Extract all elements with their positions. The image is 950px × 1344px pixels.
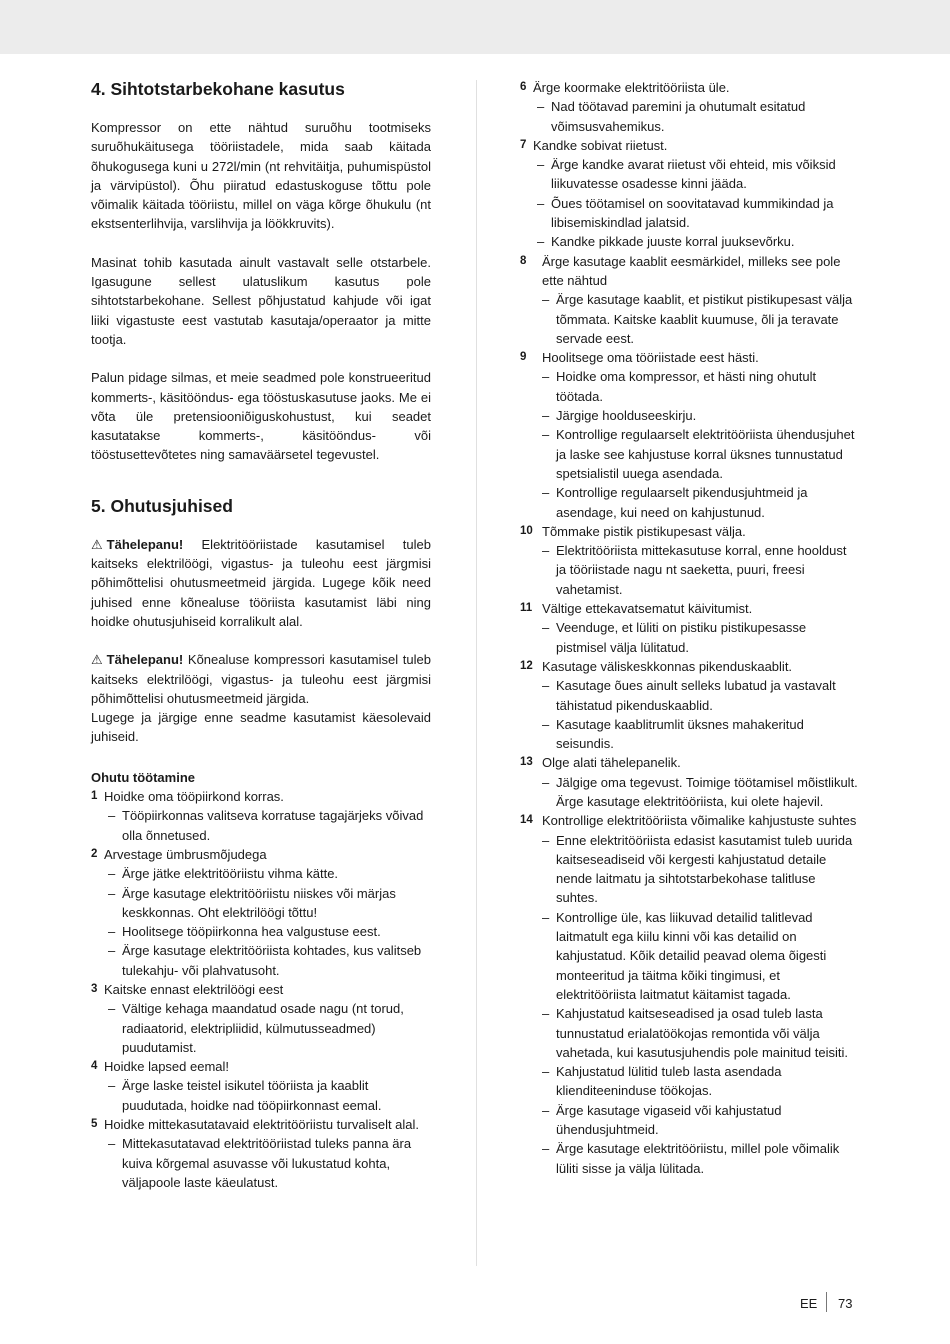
dash-bullet: – <box>542 1102 550 1118</box>
sub-item <box>542 618 860 657</box>
list-item <box>520 599 860 657</box>
right-column <box>520 78 860 1178</box>
dash-bullet: – <box>108 1001 116 1017</box>
list-item-number: 11 <box>520 602 533 615</box>
sub-item <box>542 1101 860 1140</box>
sub-item <box>108 1076 431 1115</box>
list-item <box>91 787 431 845</box>
sub-item-text: Järgige hoolduseeskirju. <box>556 408 697 424</box>
list-item-head <box>91 787 431 806</box>
dash-bullet: – <box>537 195 545 211</box>
list-item <box>520 136 860 252</box>
dash-bullet: – <box>537 157 545 173</box>
list-item-subs <box>108 864 431 980</box>
list-item <box>520 252 860 348</box>
warning-paragraph <box>91 650 431 708</box>
list-item-number: 6 <box>520 81 527 93</box>
list-item-subs <box>537 155 860 251</box>
list-item-head <box>520 811 860 830</box>
list-item-subs <box>108 1076 431 1115</box>
sub-item-text: Ärge kasutage elektritööriistu niiskes või märjas keskkonnas. Oht elektrilöögi tõttu! <box>122 885 396 920</box>
dash-bullet: – <box>537 234 545 250</box>
dash-bullet: – <box>542 369 550 385</box>
list-item-text: Hoolitsege oma tööriistade eest hästi. <box>542 350 759 366</box>
sub-item <box>542 425 860 483</box>
list-item <box>91 1057 431 1115</box>
list-item-head <box>520 78 860 97</box>
warning-triangle-icon: ⚠ <box>91 652 103 668</box>
list-item-text: Tõmmake pistik pistikupesast välja. <box>542 523 746 539</box>
dash-bullet: – <box>108 1136 116 1152</box>
sub-item-text: Hoidke oma kompressor, et hästi ning ohutult töötada. <box>556 369 817 404</box>
list-item-text: Hoidke oma tööpiirkond korras. <box>104 789 284 805</box>
page-number: 73 <box>838 1296 853 1311</box>
sub-item-text: Ärge kasutage kaablit, et pistikut pistikupesast välja tõmmata. Kaitske kaablit kuumuse, õli ja teravate servade eest. <box>556 292 853 346</box>
list-item-number: 14 <box>520 814 533 827</box>
safety-list-right <box>520 78 860 1178</box>
sub-item-text: Ärge laske teistel isikutel tööriista ja kaablit puudutada, hoidke nad tööpiirkonnast eemal. <box>122 1078 382 1113</box>
list-item-text: Kandke sobivat riietust. <box>533 137 668 153</box>
list-item-head <box>91 845 431 864</box>
dash-bullet: – <box>542 1064 550 1080</box>
list-item-number: 2 <box>91 847 98 860</box>
sub-item-text: Enne elektritööriista edasist kasutamist tuleb uurida kaitseseadiseid või kergesti kahjustatud detaile nende laitmatu ja sihtotstarbekohase talitluse suhtes. <box>556 832 853 906</box>
list-item-number: 5 <box>91 1118 98 1131</box>
warning-triangle-icon: ⚠ <box>91 536 103 552</box>
list-item-head <box>520 522 860 541</box>
list-item-number: 8 <box>520 254 527 267</box>
list-item-number: 3 <box>91 982 98 995</box>
sub-item-text: Kontrollige regulaarselt elektritööriista ühendusjuhet ja laske see kahjustuse korral üksnes tunnustatud spetsialistil uuega asendada. <box>556 427 855 481</box>
list-item-text: Kaitske ennast elektrilöögi eest <box>104 981 284 997</box>
sub-item <box>542 715 860 754</box>
sub-item <box>542 406 860 425</box>
sub-item-text: Jälgige oma tegevust. Toimige töötamisel mõistlikult. Ärge kasutage elektritööriista, kui olete hajevil. <box>556 774 858 809</box>
sub-item <box>537 155 860 194</box>
list-item-subs <box>542 541 860 599</box>
list-item-text: Ärge kasutage kaablit eesmärkidel, milleks see pole ette nähtud <box>542 253 841 288</box>
sub-item <box>537 97 860 136</box>
list-item-number: 1 <box>91 790 98 803</box>
section-4-paragraph: Kompressor on ette nähtud suruõhu tootmiseks suruõhukäitusega tööriistadele, mida saab käitada õhukogusega kuni u 272l/min (nt rehvitäitja, puhumispüstol ja värvipüstol). Õhu piiratud edastuskoguse tõttu pole võimalik käitada tööriistu, millel on väga kõrge õhukulu (nt ekstsenterlihvija, varslihvija ja löökkruvits). <box>91 120 431 232</box>
list-item <box>520 522 860 599</box>
left-column <box>91 78 431 1192</box>
sub-item <box>108 999 431 1057</box>
list-item-number: 12 <box>520 659 533 672</box>
list-item-subs <box>108 999 431 1057</box>
list-item-head <box>520 348 860 367</box>
list-item-head <box>91 980 431 999</box>
list-item-number: 13 <box>520 756 533 769</box>
list-item-number: 10 <box>520 524 533 537</box>
list-item-text: Hoidke mittekasutatavaid elektritööriistu turvaliselt alal. <box>104 1117 420 1133</box>
dash-bullet: – <box>542 1006 550 1022</box>
list-item-subs <box>542 773 860 812</box>
dash-bullet: – <box>542 620 550 636</box>
dash-bullet: – <box>542 774 550 790</box>
list-item-text: Ärge koormake elektritööriista üle. <box>533 80 730 95</box>
sub-item-text: Vältige kehaga maandatud osade nagu (nt torud, radiaatorid, elektripliidid, külmutusseadmed) puudutamist. <box>122 1001 404 1055</box>
list-item-subs <box>542 618 860 657</box>
sub-item <box>542 290 860 348</box>
dash-bullet: – <box>542 485 550 501</box>
dash-bullet: – <box>542 408 550 424</box>
section-4-paragraph: Masinat tohib kasutada ainult vastavalt selle otstarbele. Igasugune sellest ulatuslikum kasutus pole sihtotstarbekohane. Sellest põhjustatud kahjude või igat liiki vigastuste eest vastutab kasutaja/operaator ja mitte tootja. <box>91 254 431 347</box>
dash-bullet: – <box>542 909 550 925</box>
list-item-text: Kontrollige elektritööriista võimalike kahjustuste suhtes <box>542 813 857 829</box>
sub-item <box>542 908 860 1004</box>
column-divider <box>476 80 477 1266</box>
list-item-subs <box>108 1134 431 1192</box>
top-band <box>0 0 950 54</box>
list-item-number: 4 <box>91 1060 98 1073</box>
sub-item <box>108 864 431 883</box>
list-item-subs <box>542 290 860 348</box>
list-item <box>91 1115 431 1192</box>
sub-item <box>108 1134 431 1192</box>
dash-bullet: – <box>108 808 116 824</box>
sub-item-text: Ärge jätke elektritööriistu vihma kätte. <box>122 866 339 882</box>
sub-item-text: Mittekasutatavad elektritööriistad tuleks panna ära kuiva kõrgemal asuvasse või lukustatud kohta, väljapoole laste käeulatust. <box>122 1136 412 1190</box>
list-item-subs <box>537 97 860 136</box>
sub-item-text: Kasutage kaablitrumlit üksnes mahakeritud seisundis. <box>556 716 804 752</box>
safety-list-left <box>91 787 431 1192</box>
sub-item-text: Kontrollige üle, kas liikuvad detailid talitlevad laitmatult ega kiilu kinni või kas detailid on kahjustatud. Kõik detailid peavad olema õigesti monteeritud ja täitma kõiki tingimusi, et elektritööriista laitmatut käitamist tagada. <box>556 909 827 1002</box>
list-item-subs <box>542 831 860 1178</box>
sub-item <box>542 831 860 908</box>
list-item <box>520 78 860 136</box>
sub-item-text: Kasutage õues ainult selleks lubatud ja vastavalt tähistatud pikenduskaablid. <box>556 678 836 713</box>
sub-item <box>537 232 860 251</box>
subheading: Ohutu töötamine <box>91 769 195 785</box>
list-item-text: Kasutage väliskeskkonnas pikenduskaablit. <box>542 658 793 674</box>
list-item-head <box>520 252 860 291</box>
list-item-head <box>520 136 860 155</box>
sub-item <box>542 1062 860 1101</box>
sub-item-text: Ärge kasutage vigaseid või kahjustatud ühendusjuhtmeid. <box>556 1102 782 1138</box>
sub-item-text: Ärge kasutage elektritööriistu, millel pole võimalik lüliti sisse ja välja lülitada. <box>556 1141 840 1176</box>
list-item-subs <box>108 806 431 845</box>
warning-label: Tähelepanu! <box>106 652 184 668</box>
warning-label: Tähelepanu! <box>106 536 184 552</box>
list-item <box>520 753 860 811</box>
list-item-subs <box>542 367 860 521</box>
sub-item <box>542 676 860 715</box>
section-4-paragraph: Palun pidage silmas, et meie seadmed pole konstrueeritud kommerts-, käsitööndus- ega tööstuskasutuse jaoks. Me ei võta üle pretensiooniõiguskohustust, kui seadet kasutatakse kommerts-, käsitööndus- või tööstusettevõtetes ning samaväärsetel tegevustel. <box>91 370 431 463</box>
sub-item <box>542 773 860 812</box>
list-item-text: Hoidke lapsed eemal! <box>104 1059 230 1075</box>
list-item-head <box>520 657 860 676</box>
sub-item <box>537 194 860 233</box>
sub-item <box>108 884 431 923</box>
list-item-number: 9 <box>520 351 527 364</box>
dash-bullet: – <box>542 716 550 732</box>
sub-item <box>542 1004 860 1062</box>
sub-item <box>108 941 431 980</box>
sub-item-text: Ärge kandke avarat riietust või ehteid, mis võiksid liikuvatesse osadesse kinni jääda. <box>551 157 836 192</box>
dash-bullet: – <box>542 292 550 308</box>
warning-text: Elektritööriistade kasutamisel tuleb kaitseks elektrilöögi, vigastus- ja tuleohu eest järgmisi põhimõttelisi ohutusmeetmeid järgida. Lugege kõik need juhised enne kõnealuse tööriista kasutamist läbi ning hoidke ohutusjuhiseid korralikult alal. <box>91 536 431 629</box>
sub-item <box>108 806 431 845</box>
list-item-subs <box>542 676 860 753</box>
section-5-title: 5. Ohutusjuhised <box>91 495 233 516</box>
dash-bullet: – <box>542 543 550 559</box>
dash-bullet: – <box>542 832 550 848</box>
list-item-number: 7 <box>520 138 527 151</box>
sub-item <box>108 922 431 941</box>
list-item-head <box>520 753 860 772</box>
list-item-head <box>91 1057 431 1076</box>
sub-item-text: Kontrollige regulaarselt pikendusjuhtmeid ja asendage, kui need on kahjustunud. <box>556 485 808 520</box>
footer-language: EE <box>800 1296 818 1311</box>
footer-separator <box>826 1292 827 1312</box>
list-item <box>520 657 860 753</box>
dash-bullet: – <box>542 427 550 443</box>
sub-item <box>542 483 860 522</box>
sub-item-text: Ärge kasutage elektritööriista kohtades, kus valitseb tulekahju- või plahvatusoht. <box>122 943 422 978</box>
sub-item-text: Veenduge, et lüliti on pistiku pistikupesasse pistmisel välja lülitatud. <box>556 620 807 655</box>
warning-extra: Lugege ja järgige enne seadme kasutamist käesolevaid juhiseid. <box>91 710 431 745</box>
sub-item <box>542 541 860 599</box>
sub-item-text: Hoolitsege tööpiirkonna hea valgustuse eest. <box>122 924 381 940</box>
section-4-title: 4. Sihtotstarbekohane kasutus <box>91 79 345 99</box>
list-item-head <box>91 1115 431 1134</box>
dash-bullet: – <box>537 99 545 115</box>
dash-bullet: – <box>108 866 116 882</box>
list-item-head <box>520 599 860 618</box>
sub-item-text: Õues töötamisel on soovitatavad kummikindad ja libisemiskindlad jalatsid. <box>551 195 834 231</box>
list-item <box>91 980 431 1057</box>
list-item-text: Arvestage ümbrusmõjudega <box>104 846 267 862</box>
warning-paragraph <box>91 535 431 631</box>
list-item-text: Olge alati tähelepanelik. <box>542 755 681 771</box>
list-item <box>91 845 431 980</box>
list-item <box>520 811 860 1178</box>
sub-item-text: Kahjustatud kaitseseadised ja osad tuleb lasta tunnustatud erialatöökojas remontida või välja vahetada, kui kasutusjuhendis pole mainitud teisiti. <box>556 1006 848 1060</box>
sub-item <box>542 367 860 406</box>
dash-bullet: – <box>542 1141 550 1157</box>
sub-item-text: Kahjustatud lülitid tuleb lasta asendada klienditeeninduse töökojas. <box>556 1064 782 1099</box>
warning-text: Kõnealuse kompressori kasutamisel tuleb kaitseks elektrilöögi, vigastus- ja tuleohu eest järgmisi põhimõttelisi ohutusmeetmeid järgida. <box>91 652 431 706</box>
dash-bullet: – <box>108 885 116 901</box>
dash-bullet: – <box>108 1078 116 1094</box>
sub-item-text: Tööpiirkonnas valitseva korratuse tagajärjeks võivad olla õnnetused. <box>122 808 424 843</box>
dash-bullet: – <box>108 924 116 940</box>
sub-item-text: Kandke pikkade juuste korral juuksevõrku. <box>551 234 795 250</box>
sub-item-text: Elektritööriista mittekasutuse korral, enne hooldust ja tööriistade nagu nt saeketta, puuri, freesi vahetamist. <box>556 543 847 597</box>
dash-bullet: – <box>542 678 550 694</box>
list-item <box>520 348 860 522</box>
sub-item <box>542 1139 860 1178</box>
dash-bullet: – <box>108 943 116 959</box>
list-item-text: Vältige ettekavatsematut käivitumist. <box>542 601 753 617</box>
sub-item-text: Nad töötavad paremini ja ohutumalt esitatud võimsusvahemikus. <box>551 99 806 134</box>
